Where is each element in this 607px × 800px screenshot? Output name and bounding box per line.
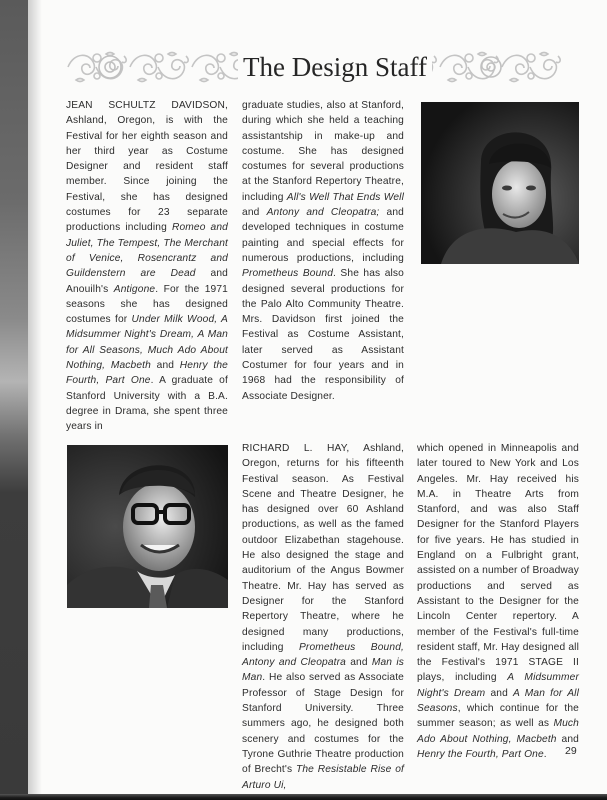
page-bottom-edge: [0, 794, 607, 800]
portrait-man-icon: [67, 445, 228, 608]
photo-davidson: [421, 102, 579, 264]
bio-text: RICHARD L. HAY, Ashland, Oregon, returns for his fifteenth Festival season. As Festival Scene and Theatre Designer, he has designed over 60 Ashland productions, as well as the famed outdoor Elizabethan stagehouse. He also designed the stage and auditorium of the Angus Bowmer Theatre. Mr. Hay has served as Designer for the Stanford Repertory Theatre, where he designed many productions, including Prometheus Bound, Antony and Cleopatra and Man is Man. He also served as Associate Professor of Stage Design for Stanford University. Three summers ago, he designed both scenery and costumes for the Tyrone Guthrie Theatre production of Brecht's The Resistable Rise of Arturo Ui,: [242, 443, 404, 791]
bio-hay-column-1: [242, 441, 404, 793]
bio-davidson-column-2: [242, 98, 404, 404]
bio-text: JEAN SCHULTZ DAVIDSON, Ashland, Oregon, is with the Festival for her eighth season and her third year as Costume Designer and resident staff member. Since joining the Festival, she has designed costumes for 23 separate productions including Romeo and Juliet, The Tempest, The Merchant of Venice, Rosencrantz and Guildenstern are Dead and Anouilh's Antigone. For the 1971 seasons she has designed costumes for Under Milk Wood, A Midsummer Night's Dream, A Man for All Seasons, Much Ado About Nothing, Macbeth and Henry the Fourth, Part One. A graduate of Stanford University with a B.A. degree in Drama, she spent three years in: [66, 100, 228, 433]
bio-text: graduate studies, also at Stanford, during which she held a teaching assistantship in make-up and costume. She has designed costumes for several productions at the Stanford Repertory Theatre, including All's Well That Ends Well and Antony and Cleopatra; and developed techniques in costume painting and special effects for numerous productions, including Prometheus Bound. She has also designed several productions for the Palo Alto Community Theatre. Mrs. Davidson first joined the Festival as Costume Assistant, later served as Assistant Costumer for four years and in 1968 had the responsibility of Associate Designer.: [242, 100, 404, 402]
bio-davidson-column-1: [66, 98, 228, 435]
page-number: 29: [565, 745, 577, 757]
bio-hay-column-2: [417, 441, 579, 762]
bio-text: which opened in Minneapolis and later toured to New York and Los Angeles. Mr. Hay received his M.A. in Theatre Arts from Stanford, and was also Staff Designer for the Stanford Players for five years. He has studied in England on a Fulbright grant, assisted on a number of Broadway productions and served as Assistant to the Designer for the Lincoln Center repertory. A member of the Festival's full-time resident staff, Mr. Hay designed all the Festival's 1971 STAGE II plays, including A Midsummer Night's Dream and A Man for All Seasons, which continue for the summer season; as well as Much Ado About Nothing, Macbeth and Henry the Fourth, Part One.: [417, 443, 579, 760]
page-title: The Design Staff: [238, 51, 432, 83]
portrait-woman-icon: [421, 102, 579, 264]
adjacent-page-edge: [0, 0, 28, 795]
header-banner: [66, 50, 562, 84]
photo-hay: [67, 445, 228, 608]
